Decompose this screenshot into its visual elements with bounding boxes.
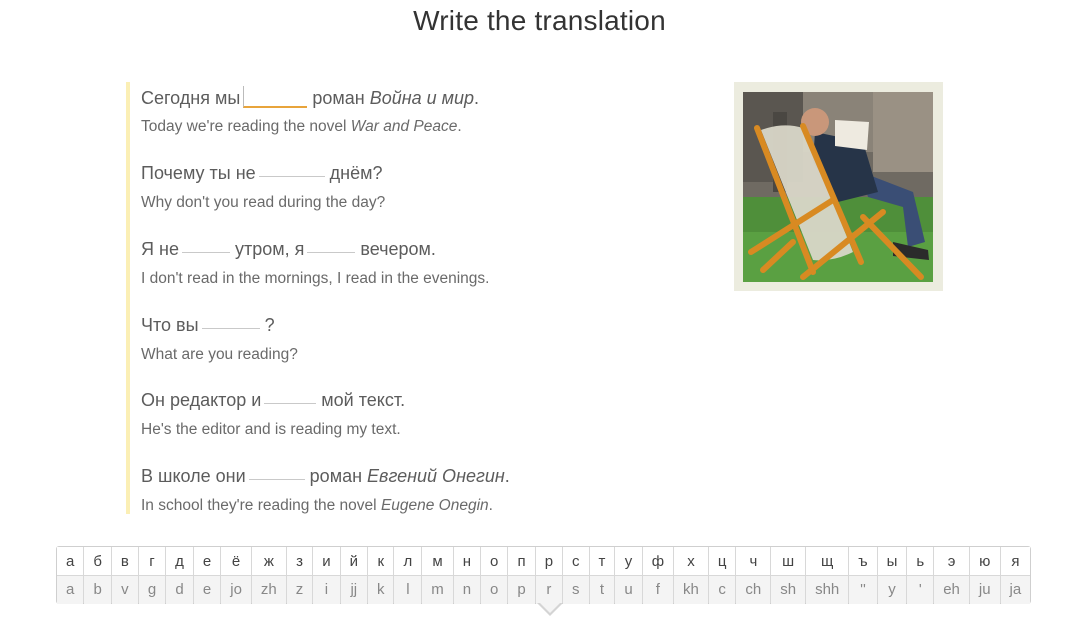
- key-cyrillic-label: ч: [736, 547, 770, 576]
- ru-italic: Евгений Онегин: [367, 466, 505, 486]
- key-cyrillic-label: к: [368, 547, 393, 576]
- russian-sentence: [141, 163, 383, 184]
- answer-input-6[interactable]: [264, 402, 316, 404]
- key-cyrillic-label: т: [590, 547, 615, 576]
- keyboard-key[interactable]: [615, 547, 642, 603]
- russian-sentence: [141, 82, 479, 109]
- english-translation: [141, 497, 493, 515]
- key-latin-label: ja: [1001, 576, 1031, 604]
- man-reading-in-deck-chair-photo: [743, 92, 933, 282]
- en-text: In school they're reading the novel: [141, 497, 377, 514]
- key-latin-label: v: [112, 576, 138, 604]
- keyboard-key[interactable]: [368, 547, 394, 603]
- key-cyrillic-label: ю: [970, 547, 1000, 576]
- page-title: Write the translation: [413, 5, 666, 36]
- keyboard-key[interactable]: [563, 547, 589, 603]
- sentence-2: [141, 163, 386, 211]
- sentence-3: [141, 239, 490, 287]
- key-cyrillic-label: л: [394, 547, 421, 576]
- key-latin-label: eh: [934, 576, 969, 604]
- russian-sentence: [141, 315, 275, 336]
- key-latin-label: a: [57, 576, 83, 604]
- key-cyrillic-label: м: [422, 547, 452, 576]
- key-cyrillic-label: ё: [221, 547, 251, 576]
- key-cyrillic-label: о: [481, 547, 507, 576]
- key-latin-label: '': [849, 576, 876, 604]
- keyboard-key[interactable]: [907, 547, 934, 603]
- keyboard-key[interactable]: [674, 547, 709, 603]
- keyboard-key[interactable]: [590, 547, 616, 603]
- keyboard-key[interactable]: [57, 547, 84, 603]
- key-cyrillic-label: ф: [643, 547, 673, 576]
- answer-input-1[interactable]: [243, 86, 307, 108]
- key-latin-label: ju: [970, 576, 1000, 604]
- key-cyrillic-label: р: [536, 547, 562, 576]
- ru-text: .: [474, 88, 480, 108]
- answer-input-5[interactable]: [202, 327, 260, 329]
- keyboard-key[interactable]: [84, 547, 112, 603]
- ru-text: Сегодня мы: [141, 88, 241, 108]
- key-latin-label: k: [368, 576, 393, 604]
- key-latin-label: u: [615, 576, 641, 604]
- key-latin-label: s: [563, 576, 588, 604]
- key-latin-label: zh: [252, 576, 286, 604]
- keyboard-key[interactable]: [536, 547, 563, 603]
- key-cyrillic-label: у: [615, 547, 641, 576]
- keyboard-key[interactable]: [221, 547, 252, 603]
- key-latin-label: jj: [341, 576, 367, 604]
- ru-italic: Война и мир: [369, 88, 475, 108]
- ru-text: Я не: [141, 239, 179, 259]
- key-cyrillic-label: з: [287, 547, 312, 576]
- key-latin-label: kh: [674, 576, 708, 604]
- ru-text: днём?: [329, 163, 383, 183]
- photo-frame: [734, 82, 943, 291]
- key-cyrillic-label: и: [313, 547, 339, 576]
- ru-text: .: [504, 466, 510, 486]
- key-latin-label: ': [907, 576, 933, 604]
- key-latin-label: y: [878, 576, 907, 604]
- key-latin-label: n: [454, 576, 480, 604]
- english-translation: [141, 118, 462, 136]
- keyboard-key[interactable]: [934, 547, 970, 603]
- key-latin-label: d: [166, 576, 193, 604]
- english-translation: What are you reading?: [141, 346, 298, 363]
- ru-text: утром, я: [234, 239, 305, 259]
- key-cyrillic-label: н: [454, 547, 480, 576]
- key-latin-label: p: [508, 576, 534, 604]
- keyboard-key[interactable]: [252, 547, 287, 603]
- key-latin-label: f: [643, 576, 673, 604]
- keyboard-key[interactable]: [806, 547, 849, 603]
- answer-input-3[interactable]: [182, 251, 230, 253]
- ru-text: Что вы: [141, 315, 199, 335]
- ru-text: Он редактор и: [141, 390, 262, 410]
- sentence-5: [141, 390, 406, 438]
- ru-text: мой текст.: [321, 390, 406, 410]
- keyboard-key[interactable]: [287, 547, 313, 603]
- en-text: .: [488, 497, 493, 514]
- exercise-panel: [126, 82, 690, 514]
- keyboard-key[interactable]: [736, 547, 771, 603]
- answer-input-4[interactable]: [307, 251, 355, 253]
- en-italic: Eugene Onegin: [380, 497, 489, 514]
- en-text: Today we're reading the novel: [141, 118, 347, 135]
- keyboard-key[interactable]: [112, 547, 139, 603]
- key-cyrillic-label: х: [674, 547, 708, 576]
- key-latin-label: o: [481, 576, 507, 604]
- ru-text: Почему ты не: [141, 163, 256, 183]
- en-text: .: [457, 118, 462, 135]
- key-latin-label: shh: [806, 576, 848, 604]
- russian-sentence: [141, 466, 510, 487]
- keyboard-key[interactable]: [849, 547, 877, 603]
- russian-sentence: [141, 239, 436, 260]
- sentence-6: [141, 466, 510, 514]
- ru-text: ?: [264, 315, 275, 335]
- english-translation: Why don't you read during the day?: [141, 194, 386, 211]
- keyboard-key[interactable]: [1001, 547, 1031, 603]
- keyboard-key[interactable]: [422, 547, 453, 603]
- sentence-1: [141, 82, 480, 135]
- key-cyrillic-label: ш: [771, 547, 805, 576]
- key-latin-label: c: [709, 576, 736, 604]
- keyboard-key[interactable]: [341, 547, 368, 603]
- key-latin-label: r: [536, 576, 562, 604]
- key-latin-label: i: [313, 576, 339, 604]
- ru-text: роман: [309, 466, 363, 486]
- en-italic: War and Peace: [350, 118, 458, 135]
- sentence-4: [141, 315, 298, 363]
- key-latin-label: m: [422, 576, 452, 604]
- keyboard-key[interactable]: [394, 547, 422, 603]
- key-cyrillic-label: е: [194, 547, 220, 576]
- keyboard-key[interactable]: [970, 547, 1001, 603]
- keyboard-key[interactable]: [166, 547, 194, 603]
- key-latin-label: e: [194, 576, 220, 604]
- key-cyrillic-label: я: [1001, 547, 1031, 576]
- keyboard-key[interactable]: [313, 547, 340, 603]
- keyboard-key[interactable]: [454, 547, 481, 603]
- key-latin-label: b: [84, 576, 111, 604]
- ru-text: В школе они: [141, 466, 246, 486]
- keyboard-key[interactable]: [481, 547, 508, 603]
- key-cyrillic-label: в: [112, 547, 138, 576]
- keyboard-key[interactable]: [771, 547, 806, 603]
- english-translation: I don't read in the mornings, I read in the evenings.: [141, 270, 490, 287]
- key-cyrillic-label: ц: [709, 547, 736, 576]
- key-latin-label: ch: [736, 576, 770, 604]
- key-cyrillic-label: д: [166, 547, 193, 576]
- keyboard-key[interactable]: [709, 547, 737, 603]
- keyboard-key[interactable]: [643, 547, 674, 603]
- ru-text: роман: [312, 88, 365, 108]
- english-translation: He's the editor and is reading my text.: [141, 421, 401, 438]
- keyboard-key[interactable]: [508, 547, 535, 603]
- transliteration-keyboard: [56, 546, 1031, 604]
- key-cyrillic-label: щ: [806, 547, 848, 576]
- key-latin-label: sh: [771, 576, 805, 604]
- keyboard-pointer-inner: [539, 602, 561, 613]
- keyboard-key[interactable]: [194, 547, 221, 603]
- key-cyrillic-label: г: [139, 547, 165, 576]
- key-cyrillic-label: ъ: [849, 547, 876, 576]
- key-latin-label: t: [590, 576, 615, 604]
- key-cyrillic-label: й: [341, 547, 367, 576]
- answer-input-2[interactable]: [259, 175, 325, 177]
- key-latin-label: jo: [221, 576, 251, 604]
- key-cyrillic-label: б: [84, 547, 111, 576]
- key-latin-label: g: [139, 576, 165, 604]
- key-cyrillic-label: ь: [907, 547, 933, 576]
- key-cyrillic-label: с: [563, 547, 588, 576]
- key-cyrillic-label: ы: [878, 547, 907, 576]
- ru-text: вечером.: [360, 239, 436, 259]
- key-cyrillic-label: ж: [252, 547, 286, 576]
- key-latin-label: z: [287, 576, 312, 604]
- key-cyrillic-label: п: [508, 547, 534, 576]
- key-cyrillic-label: а: [57, 547, 83, 576]
- answer-input-7[interactable]: [249, 478, 305, 480]
- key-cyrillic-label: э: [934, 547, 969, 576]
- key-latin-label: l: [394, 576, 421, 604]
- keyboard-key[interactable]: [878, 547, 908, 603]
- keyboard-key[interactable]: [139, 547, 166, 603]
- russian-sentence: [141, 390, 405, 411]
